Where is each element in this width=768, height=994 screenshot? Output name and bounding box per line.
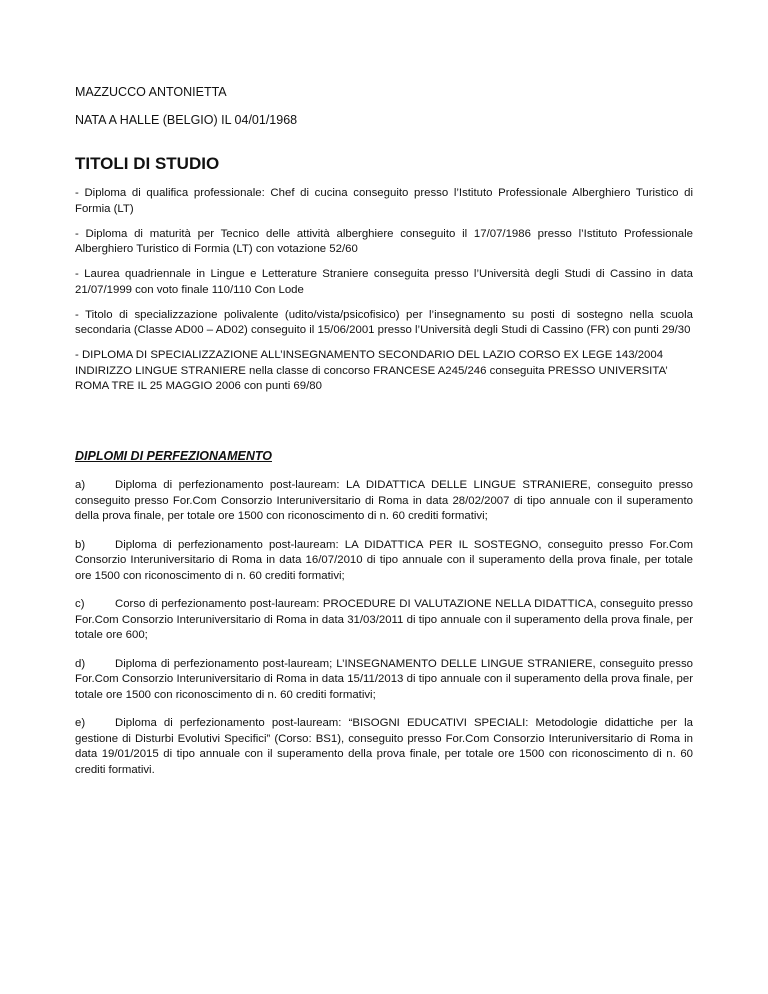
item-text: Diploma di perfezionamento post-lauream: LA DIDATTICA PER IL SOSTEGNO, conseguito presso For.Com Consorzio Interuniversitario di Roma in data 16/07/2010 di tipo annuale con il superamento della prova finale, per totale ore 1500 con riconoscimento di n. 60 crediti formativi; [75,538,693,582]
item-letter: b) [75,538,86,551]
document-page [75,84,693,791]
titoli-paragraph: - Laurea quadriennale in Lingue e Letterature Straniere conseguita presso l’Università degli Studi di Cassino in data 21/07/1999 con voto finale 110/110 Con Lode [75,268,693,296]
diploma-item [75,597,693,644]
titoli-paragraph: - Diploma di maturità per Tecnico delle attività alberghiere conseguito il 17/07/1986 presso l’Istituto Professionale Alberghiero Turistico di Formia (LT) con votazione 52/60 [75,227,693,255]
item-text: Diploma di perfezionamento post-lauream; L’INSEGNAMENTO DELLE LINGUE STRANIERE, conseguito presso For.Com Consorzio Interuniversitario di Roma in data 15/11/2013 di tipo annuale con il superamento della prova finale, per totale ore 1500 con riconoscimento di n. 60 crediti formativi; [75,657,693,701]
item-letter: d) [75,657,86,670]
diploma-item [75,716,693,778]
person-name: MAZZUCCO ANTONIETTA [75,85,227,99]
item-letter: a) [75,479,86,491]
diplomi-heading: DIPLOMI DI PERFEZIONAMENTO [75,449,272,463]
item-letter: c) [75,598,85,610]
item-text: Corso di perfezionamento post-lauream: PROCEDURE DI VALUTAZIONE NELLA DIDATTICA, conseguito presso For.Com Consorzio Interuniversitario di Roma in data 31/03/2011 di tipo annuale con il superamento della prova finale, per totale ore 600; [75,598,693,641]
diploma-item [75,657,693,704]
titoli-paragraph: - Diploma di qualifica professionale: Chef di cucina conseguito presso l’Istituto Professionale Alberghiero Turistico di Formia (LT) [75,187,693,215]
diploma-item [75,478,693,525]
item-text: Diploma di perfezionamento post-lauream: LA DIDATTICA DELLE LINGUE STRANIERE, conseguito presso conseguito presso For.Com Consorzio Interuniversitario di Roma in data 28/02/2007 di tipo annuale con il superamento della prova finale, per totale ore 1500 con riconoscimento di n. 60 crediti formativi; [75,479,693,522]
item-letter: e) [75,717,86,729]
section-spacer [75,404,693,448]
titoli-heading: TITOLI DI STUDIO [75,154,220,173]
diploma-item [75,538,693,585]
titoli-paragraph: - Titolo di specializzazione polivalente (udito/vista/psicofisico) per l’insegnamento su posti di sostegno nella scuola secondaria (Classe AD00 – AD02) conseguito il 15/06/2001 presso l’Università degli Studi di Cassino (FR) con punti 29/30 [75,308,693,336]
item-text: Diploma di perfezionamento post-lauream: “BISOGNI EDUCATIVI SPECIALI: Metodologie didattiche per la gestione di Disturbi Evolutivi Specifici” (Corso: BS1), conseguito presso For.Com Consorzio Interuniversitario di Roma in data 19/01/2015 di tipo annuale con il superamento della prova finale, per totale ore 1500 con riconoscimento di n. 60 crediti formativi. [75,717,693,776]
birth-info: NATA A HALLE (BELGIO) IL 04/01/1968 [75,113,298,127]
titoli-paragraph: - DIPLOMA DI SPECIALIZZAZIONE ALL’INSEGNAMENTO SECONDARIO DEL LAZIO CORSO EX LEGE 143/2004 INDIRIZZO LINGUE STRANIERE nella classe di concorso FRANCESE A245/246 conseguita PRESSO UNIVERSITA’ ROMA TRE IL 25 MAGGIO 2006 con punti 69/80 [75,349,668,392]
